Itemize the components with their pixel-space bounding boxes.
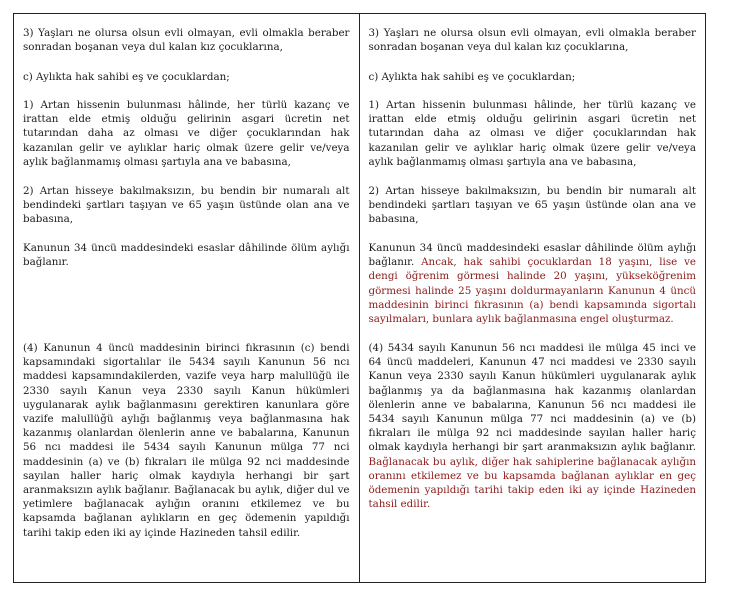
right-paragraph-c: c) Aylıkta hak sahibi eş ve çocuklardan; (368, 71, 576, 83)
left-paragraph-4: (4) Kanunun 4 üncü maddesinin birinci fıkrasının (c) bendi kapsamındaki sigortalılar ile 5434 sayılı Kanunun 56 ncı maddesi kapsamındakilerden, vazife veya harp malullüğü ile 2330 sayılı Kanun veya 2330 sayılı Kanun hükümleri uygulanarak aylık bağlanmasını gerektiren kanunlara göre vazife malullüğü aylığı bağlanmış veya bağlanmasına hak kazanmış olanlardan ölenlerin anne ve babalarına, Kanunun 56 ncı maddesi ile 5434 sayılı Kanunun mülga 77 nci maddesinin (a) ve (b) fıkraları ile mülga 92 nci maddesinde sayılan haller hariç olmak kaydıyla herhangi bir şart aranmaksızın aylık bağlanır. Bağlanacak bu aylık, diğer dul ve yetimlere bağlanacak aylığın oranını etkilemez ve bu kapsamda bağlanan aylıkların en geç ödemenin yapıldığı tarihi takip eden iki ay içinde Hazineden tahsil edilir. (23, 342, 350, 539)
right-paragraph-4 (369, 341, 697, 511)
right-paragraph-c1: 1) Artan hissenin bulunması hâlinde, her türlü kazanç ve irattan elde etmiş olduğu gelirinin asgari ücretin net tutarından daha az olması ve diğer çocuklarından hak kazanılan gelir ve aylıklar hariç olmak üzere gelir ve/veya aylık bağlanmamış olması şartıyla ana ve babasına, (368, 99, 696, 168)
left-paragraph-c1: 1) Artan hissenin bulunması hâlinde, her türlü kazanç ve irattan elde etmiş olduğu gelirinin asgari ücretin net tutarından daha az olması ve diğer çocuklarından hak kazanılan gelir ve aylıklar hariç olmak üzere gelir ve/veya aylık bağlanmamış olması şartıyla ana ve babasına, (23, 99, 350, 168)
left-paragraph-3: 3) Yaşları ne olursa olsun evli olmayan, evli olmakla beraber sonradan boşanan veya dul kalan kız çocuklarına, (23, 27, 350, 54)
left-paragraph-closing: Kanunun 34 üncü maddesindeki esaslar dâhilinde ölüm aylığı bağlanır. (23, 242, 350, 269)
right-paragraph-4-plain-text: (4) 5434 sayılı Kanunun 56 ncı maddesi ile mülga 45 inci ve 64 üncü maddeleri, Kanunun 47 nci maddesi ve 2330 sayılı Kanun veya 2330 sayılı Kanun hükümleri uygulanarak aylık bağlanmış ya da bağlanmasına hak kazanmış olanlardan ölenlerin anne ve babalarına, Kanunun 56 ncı maddesi ile 5434 sayılı Kanunun mülga 77 nci maddesinin (a) ve (b) fıkraları ile mülga 92 nci maddesinde sayılan haller hariç olmak kaydıyla herhangi bir şart aranmaksızın aylık bağlanır. (368, 342, 696, 454)
left-paragraph-c2: 2) Artan hisseye bakılmaksızın, bu bendin bir numaralı alt bendindeki şartları taşıyan ve 65 yaşın üstünde olan ana ve babasına, (23, 185, 350, 226)
right-column-amended-text (360, 14, 706, 582)
right-closing-plain-text: Kanunun 34 üncü maddesindeki esaslar dâhilinde ölüm aylığı bağlanır. (368, 242, 696, 269)
right-paragraph-c2: 2) Artan hisseye bakılmaksızın, bu bendin bir numaralı alt bendindeki şartları taşıyan ve 65 yaşın üstünde olan ana ve babasına, (368, 185, 696, 226)
left-paragraph-c: c) Aylıkta hak sahibi eş ve çocuklardan; (23, 71, 230, 83)
right-closing-amended-text: Ancak, hak sahibi çocuklardan 18 yaşını, lise ve dengi öğrenim görmesi halinde 20 yaşını, yükseköğrenim görmesi halinde 25 yaşını doldurmayanların Kanunun 4 üncü maddesinin birinci fıkrasının (a) bendi kapsamında sigortalı sayılmaları, bunlara aylık bağlanmasına engel oluşturmaz. (368, 256, 696, 326)
right-paragraph-3: 3) Yaşları ne olursa olsun evli olmayan, evli olmakla beraber sonradan boşanan veya dul kalan kız çocuklarına, (368, 27, 696, 54)
comparison-table (13, 13, 706, 583)
right-paragraph-4-amended-text: Bağlanacak bu aylık, diğer hak sahiplerine bağlanacak aylığın oranını etkilemez ve bu kapsamda bağlanan aylıklar en geç ödemenin yapıldığı tarihi takip eden iki ay içinde Hazineden tahsil edilir. (368, 455, 696, 511)
left-column-current-text (14, 14, 360, 582)
right-paragraph-closing (369, 241, 697, 326)
